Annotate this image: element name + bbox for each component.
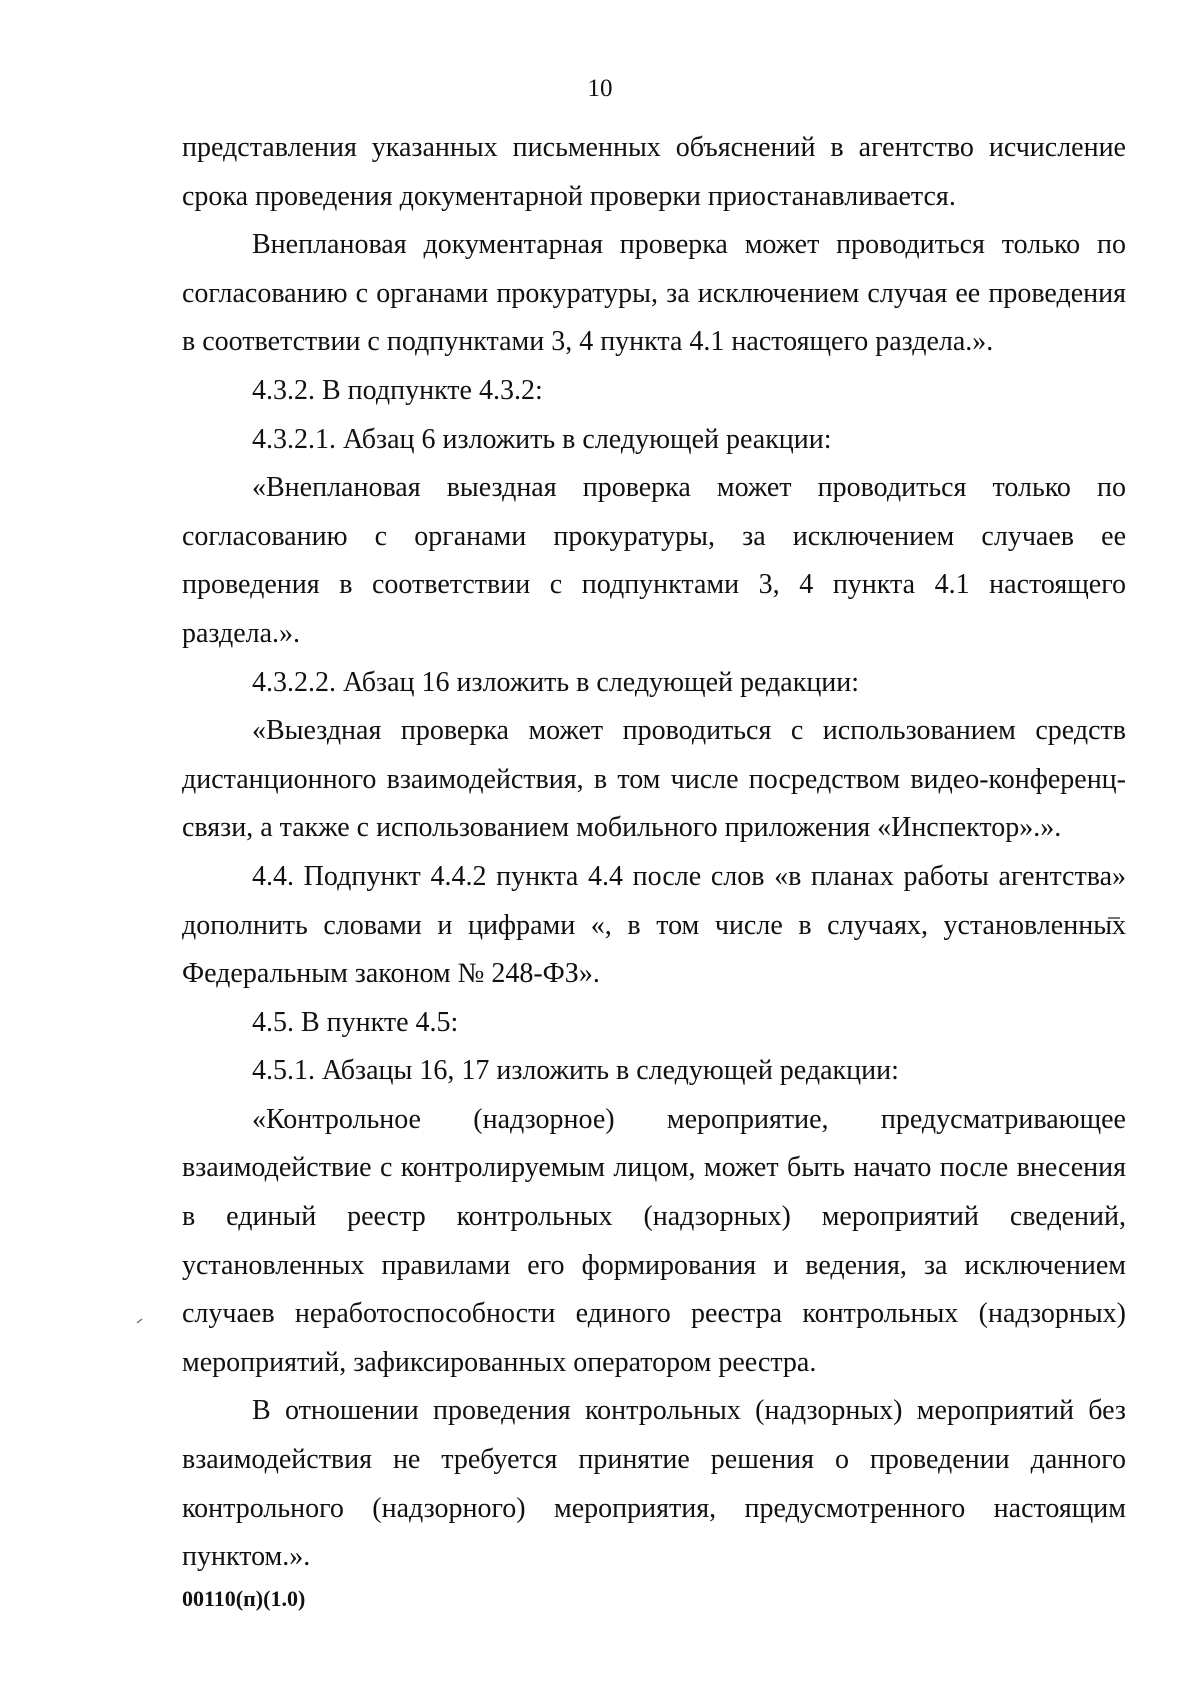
paragraph: Внеплановая документарная проверка может проводиться только по согласованию с органами прокуратуры, за исключением случая ее проведения в соответствии с подпунктами 3, 4 пункта 4.1 настоящего раздела.».	[182, 229, 1126, 358]
paragraph: 4.3.2. В подпункте 4.3.2:	[252, 374, 543, 406]
page-number: 10	[587, 75, 613, 102]
paragraph: 4.4. Подпункт 4.4.2 пункта 4.4 после слов «в планах работы агентства» дополнить словами и цифрами «, в том числе в случаях, установленных Федеральным законом № 248-ФЗ».	[182, 860, 1126, 990]
paragraph: 4.5. В пункте 4.5:	[252, 1006, 459, 1038]
paragraph: 4.3.2.1. Абзац 6 изложить в следующей реакции:	[252, 423, 832, 455]
paragraph: «Контрольное (надзорное) мероприятие, предусматривающее взаимодействие с контролируемым лицом, может быть начато после внесения в единый реестр контрольных (надзорных) мероприятий сведений, установленных правилами его формирования и ведения, за исключением случаев неработоспособности единого реестра контрольных (надзорных) мероприятий, зафиксированных оператором реестра.	[182, 1103, 1126, 1378]
paragraph: 4.3.2.2. Абзац 16 изложить в следующей редакции:	[252, 666, 860, 698]
paragraph: В отношении проведения контрольных (надзорных) мероприятий без взаимодействия не требуется принятие решения о проведении данного контрольного (надзорного) мероприятия, предусмотренного настоящим пунктом.».	[182, 1395, 1126, 1573]
document-body	[182, 124, 1126, 1582]
paragraph: 4.5.1. Абзацы 16, 17 изложить в следующей редакции:	[252, 1055, 899, 1087]
paragraph: «Внеплановая выездная проверка может проводиться только по согласованию с органами прокуратуры, за исключением случаев ее проведения в соответствии с подпунктами 3, 4 пункта 4.1 настоящего раздела.».	[182, 472, 1126, 649]
document-code: 00110(п)(1.0)	[182, 1586, 306, 1611]
paragraph: «Выездная проверка может проводиться с использованием средств дистанционного взаимодействия, в том числе посредством видео-конференц-связи, а также с использованием мобильного приложения «Инспектор».».	[182, 715, 1126, 844]
paragraph: представления указанных письменных объяснений в агентство исчисление срока проведения документарной проверки приостанавливается.	[182, 132, 1126, 212]
